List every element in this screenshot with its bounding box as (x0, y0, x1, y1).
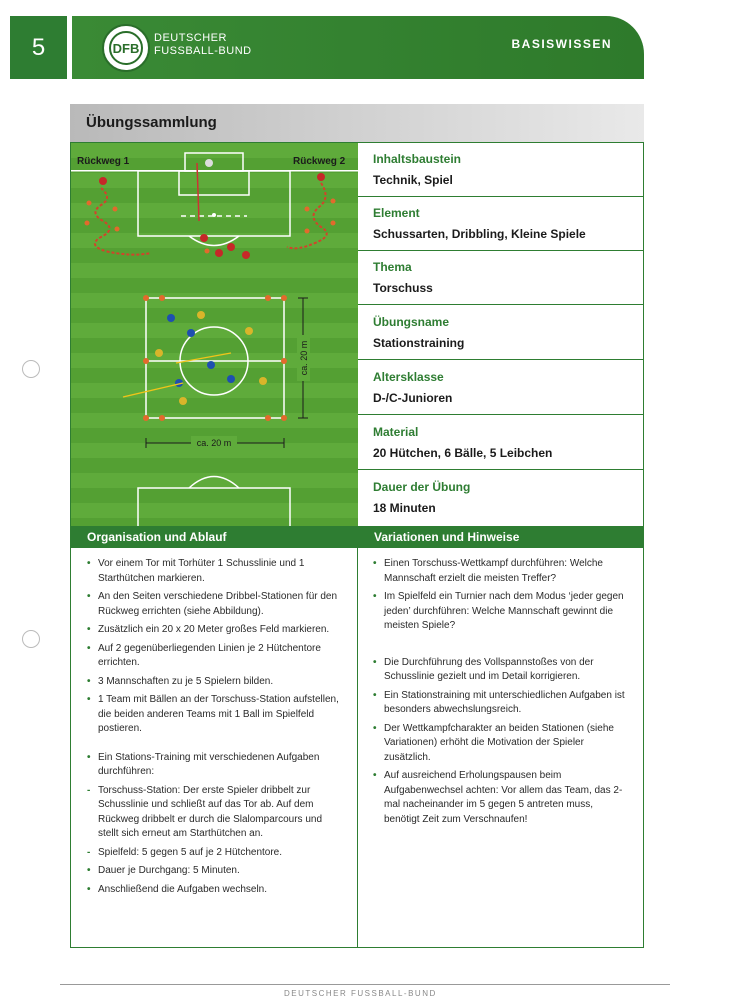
info-value: Stationstraining (373, 336, 465, 350)
cone (113, 207, 118, 212)
info-heading: Dauer der Übung (373, 480, 471, 494)
info-row-material (358, 416, 643, 470)
player (227, 375, 235, 383)
info-heading: Inhaltsbaustein (373, 152, 462, 166)
player (155, 349, 163, 357)
info-row-dauer (358, 471, 643, 525)
player (167, 314, 175, 322)
player (259, 377, 267, 385)
info-heading: Altersklasse (373, 370, 444, 384)
cone (305, 229, 310, 234)
cone (159, 295, 165, 301)
label-rueckweg-1: Rückweg 1 (77, 156, 130, 167)
list-item: • Auf 2 gegenüberliegenden Linien je 2 Hütchentore errichten. (86, 642, 344, 671)
page-title: Übungssammlung (86, 114, 217, 131)
footer-text: DEUTSCHER FUSSBALL-BUND (284, 989, 437, 998)
cone (281, 358, 287, 364)
player (200, 234, 208, 242)
player (179, 397, 187, 405)
info-heading: Element (373, 206, 420, 220)
dim-label-horizontal: ca. 20 m (196, 438, 232, 448)
info-row-element (358, 197, 643, 251)
list-item: • Ein Stationstraining mit unterschiedlichen Aufgaben ist besonders abwechslungsreich. (372, 689, 630, 718)
organisation-header (71, 526, 357, 548)
list-item: • Im Spielfeld ein Turnier nach dem Modus ‘jeder gegen jeden’ durchführen: Welche Mannschaft gewinnt die meisten Spiele? (372, 590, 630, 634)
cone (281, 415, 287, 421)
player (245, 327, 253, 335)
page-number: 5 (10, 16, 67, 79)
info-value: 20 Hütchen, 6 Bälle, 5 Leibchen (373, 446, 553, 460)
dfb-logo (102, 24, 150, 72)
punch-hole (22, 630, 40, 648)
player (99, 177, 107, 185)
list-item: • Ein Stations-Training mit verschiedenen Aufgaben durchführen: (86, 751, 344, 780)
dfb-logo-mark: DFB (109, 31, 143, 65)
player (227, 243, 235, 251)
cone (143, 415, 149, 421)
cone (265, 415, 271, 421)
info-value: 18 Minuten (373, 501, 436, 515)
cone (265, 295, 271, 301)
org-name (154, 32, 252, 58)
player (187, 329, 195, 337)
list-item: • Auf ausreichend Erholungspausen beim Aufgabenwechsel achten: Vor allem das Team, das 2-mal nacheinander im 5 gegen 5 antreten muss, benötigt Zeit zum Verschnaufen! (372, 769, 630, 827)
player (197, 311, 205, 319)
cone (159, 415, 165, 421)
info-heading: Thema (373, 260, 412, 274)
info-heading: Übungsname (373, 315, 450, 329)
footer (60, 984, 670, 998)
info-row-inhaltsbaustein (358, 143, 643, 197)
variationen-header (358, 526, 643, 548)
list-item: • An den Seiten verschiedene Dribbel-Stationen für den Rückweg errichten (siehe Abbildung). (86, 590, 344, 619)
punch-hole (22, 360, 40, 378)
info-row-thema (358, 251, 643, 305)
player (317, 173, 325, 181)
list-item: - Torschuss-Station: Der erste Spieler dribbelt zur Schusslinie und schließt auf das Tor ab. Auf dem Rückweg dribbelt er durch die Slalomparcours und stellt sich erneut am Starthütchen an. (86, 784, 344, 842)
cone (281, 295, 287, 301)
organisation-list (86, 557, 344, 901)
column-divider (357, 526, 358, 948)
organisation-heading: Organisation und Ablauf (87, 530, 227, 544)
list-item: • Zusätzlich ein 20 x 20 Meter großes Feld markieren. (86, 623, 344, 638)
penalty-spot (212, 213, 216, 217)
list-item: - Spielfeld: 5 gegen 5 auf je 2 Hütchentore. (86, 846, 344, 861)
list-item: • Die Durchführung des Vollspannstoßes von der Schusslinie gezielt und im Detail korrigieren. (372, 656, 630, 685)
cone (331, 221, 336, 226)
variationen-heading: Variationen und Hinweise (374, 530, 520, 544)
variationen-list (372, 557, 630, 831)
player (207, 361, 215, 369)
list-item: • Anschließend die Aufgaben wechseln. (86, 883, 344, 898)
field-diagram (71, 143, 358, 528)
info-row-altersklasse (358, 361, 643, 415)
list-item: • 3 Mannschaften zu je 5 Spielern bilden. (86, 675, 344, 690)
org-line-2: FUSSBALL-BUND (154, 45, 252, 57)
list-item: • Dauer je Durchgang: 5 Minuten. (86, 864, 344, 879)
player (205, 159, 213, 167)
cone (331, 199, 336, 204)
info-value: Technik, Spiel (373, 173, 453, 187)
info-value: D-/C-Junioren (373, 391, 453, 405)
player (215, 249, 223, 257)
list-item: • 1 Team mit Bällen an der Torschuss-Station aufstellen, die beiden anderen Teams mit 1 Ball im Spielfeld postieren. (86, 693, 344, 737)
list-item: • Einen Torschuss-Wettkampf durchführen: Welche Mannschaft erzielt die meisten Treffer? (372, 557, 630, 586)
grass (71, 143, 358, 528)
player (242, 251, 250, 259)
cone (305, 207, 310, 212)
section-label: BASISWISSEN (511, 37, 612, 51)
cone (115, 227, 120, 232)
cone (205, 249, 210, 254)
info-panel (358, 143, 643, 526)
cone (87, 201, 92, 206)
org-line-1: DEUTSCHER (154, 32, 227, 44)
cone (85, 221, 90, 226)
dim-label-vertical: ca. 20 m (299, 340, 309, 376)
info-value: Torschuss (373, 281, 433, 295)
info-heading: Material (373, 425, 419, 439)
cone (143, 358, 149, 364)
cone (143, 295, 149, 301)
list-item: • Der Wettkampfcharakter an beiden Stationen (siehe Variationen) erhöht die Motivation der Spieler zusätzlich. (372, 722, 630, 766)
list-item: • Vor einem Tor mit Torhüter 1 Schusslinie und 1 Starthütchen markieren. (86, 557, 344, 586)
label-rueckweg-2: Rückweg 2 (293, 156, 346, 167)
title-bar (70, 104, 644, 142)
info-value: Schussarten, Dribbling, Kleine Spiele (373, 227, 586, 241)
info-row-uebungsname (358, 306, 643, 360)
